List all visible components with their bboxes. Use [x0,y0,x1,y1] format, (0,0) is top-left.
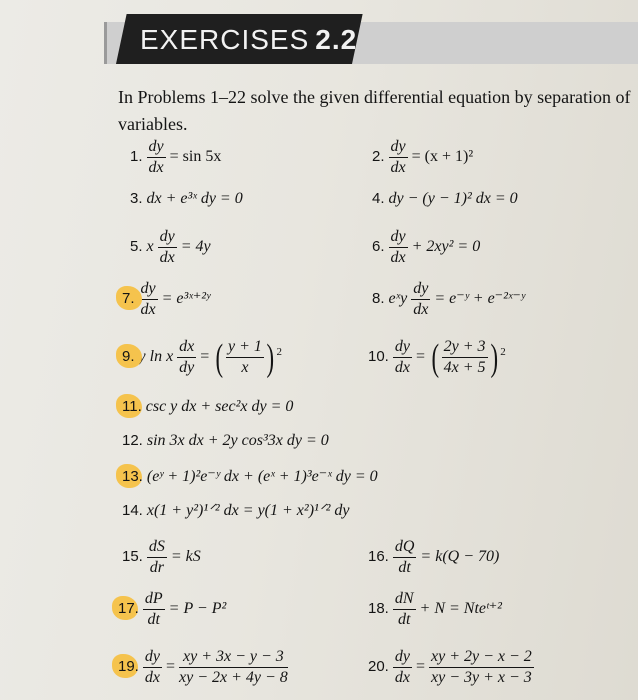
problem-13: 13. (eʸ + 1)²e⁻ʸ dx + (eˣ + 1)³e⁻ˣ dy = 0 [122,468,378,485]
problem-20: 20. $\frac{dy}{dx}$ = $\frac{xy + 2y - x - 2}{xy - 3y + x - 3}$ [368,648,532,686]
derivative: $\frac{dy}{dx}$ [390,138,406,176]
derivative: $\frac{dy}{dx}$ [394,648,410,686]
problem-15: 15. $\frac{dS}{dr}$ = kS [122,538,201,576]
problem-12: 12. sin 3x dx + 2y cos³3x dy = 0 [122,432,329,449]
problem-16: 16. $\frac{dQ}{dt}$ = k(Q − 70) [368,538,500,576]
problem-11: 11. csc y dx + sec²x dy = 0 [122,398,294,415]
highlight-mark: 13. [122,468,143,485]
problem-5: 5. x $\frac{dy}{dx}$ = 4y [130,228,211,266]
problem-1: 1. $\frac{dy}{dx}$ = sin 5x [130,138,222,176]
derivative: $\frac{dQ}{dt}$ [394,538,415,576]
highlight-mark: 7. [122,290,135,308]
derivative: $\frac{dP}{dt}$ [144,590,163,628]
derivative: $\frac{dy}{dx}$ [394,338,410,376]
problem-18: 18. $\frac{dN}{dt}$ + N = Nteᵗ⁺² [368,590,502,628]
highlight-mark: 19. [118,658,139,676]
problem-8: 8. eˣy $\frac{dy}{dx}$ = e⁻ʸ + e⁻²ˣ⁻ʸ [372,280,525,318]
derivative: $\frac{dy}{dx}$ [159,228,175,266]
problem-19: 19. $\frac{dy}{dx}$ = $\frac{xy + 3x - y - 3}{xy - 2x + 4y - 8}$ [118,648,288,686]
problem-3: 3. dx + e³ˣ dy = 0 [130,190,243,207]
derivative: $\frac{dy}{dx}$ [390,228,406,266]
problem-7: 7. $\frac{dy}{dx}$ = e³ˣ⁺²ʸ [122,280,211,318]
highlight-mark: 9. [122,348,135,366]
problem-6: 6. $\frac{dy}{dx}$ + 2xy² = 0 [372,228,481,266]
instructions: In Problems 1–22 solve the given differential equation by separation of variables. [118,87,631,134]
derivative: $\frac{dy}{dx}$ [144,648,160,686]
problem-10: 10. $\frac{dy}{dx}$ = ( $\frac{2y + 3}{4x + 5}$ ) $^2$ [368,336,506,379]
section-title: EXERCISES 2.2 [140,24,358,55]
derivative: $\frac{dy}{dx}$ [148,138,164,176]
derivative: $\frac{dy}{dx}$ [140,280,156,318]
derivative: $\frac{dS}{dr}$ [148,538,165,576]
highlight-mark: 11. [122,398,142,415]
derivative: $\frac{dx}{dy}$ [179,338,195,376]
problem-2: 2. $\frac{dy}{dx}$ = (x + 1)² [372,138,474,176]
highlight-mark: 17. [118,600,139,618]
problem-9: 9. y ln x $\frac{dx}{dy}$ = ( $\frac{y + 1}{x}$ ) $^2$ [122,336,283,379]
problem-4: 4. dy − (y − 1)² dx = 0 [372,190,518,207]
problem-17: 17. $\frac{dP}{dt}$ = P − P² [118,590,227,628]
derivative: $\frac{dN}{dt}$ [394,590,414,628]
problem-14: 14. x(1 + y²)¹ᐟ² dx = y(1 + x²)¹ᐟ² dy [122,502,350,519]
derivative: $\frac{dy}{dx}$ [413,280,429,318]
